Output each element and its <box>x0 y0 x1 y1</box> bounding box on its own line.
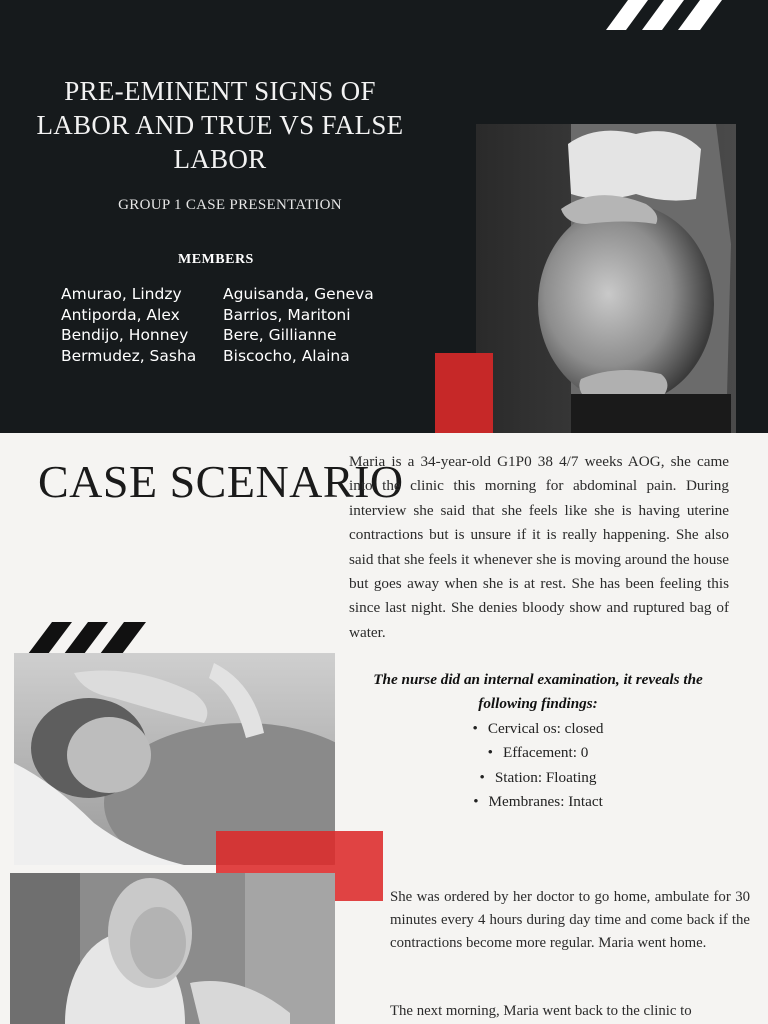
presentation-title: PRE-EMINENT SIGNS OF LABOR AND TRUE VS FALSE LABOR <box>36 76 404 174</box>
members-row <box>61 325 374 346</box>
member-name: Antiporda, Alex <box>61 305 180 324</box>
title-slide <box>0 0 768 433</box>
members-row <box>61 305 374 326</box>
members-row <box>61 284 374 305</box>
members-row <box>61 346 374 367</box>
stripes-decoration <box>606 0 736 30</box>
finding-item: • Station: Floating <box>346 766 730 790</box>
next-morning-paragraph: The next morning, Maria went back to the clinic to <box>390 1003 692 1019</box>
members-list <box>61 284 374 366</box>
finding-item: • Membranes: Intact <box>346 790 730 814</box>
stripes-decoration <box>28 622 148 654</box>
finding-item: • Cervical os: closed <box>346 717 730 741</box>
findings-list <box>346 717 730 815</box>
mother-in-labor-photo <box>10 873 335 1024</box>
finding-item: • Effacement: 0 <box>346 741 730 765</box>
case-paragraph: Maria is a 34-year-old G1P0 38 4/7 weeks AOG, she came into the clinic this morning for abdominal pain. During interview she said that she feels like she is having uterine contractions but is unsure if it is really happening. She also said that she feels it whenever she is moving around the house but goes away when she is at rest. She has been feeling this since last night. She denies bloody show and ruptured bag of water. <box>349 453 729 641</box>
followup-paragraph: She was ordered by her doctor to go home, ambulate for 30 minutes every 4 hours during day time and come back if the contractions become more regular. Maria went home. <box>390 889 750 951</box>
member-name: Barrios, Maritoni <box>223 305 351 324</box>
red-accent-block <box>435 353 493 433</box>
member-name: Biscocho, Alaina <box>223 346 350 365</box>
members-heading: MEMBERS <box>178 252 254 267</box>
member-name: Bendijo, Honney <box>61 326 189 344</box>
member-name: Amurao, Lindzy <box>61 285 182 303</box>
findings-heading: The nurse did an internal examination, it reveals the following findings: <box>373 671 703 713</box>
presentation-subtitle: GROUP 1 CASE PRESENTATION <box>118 197 342 213</box>
member-name: Bere, Gillianne <box>223 326 337 344</box>
member-name: Bermudez, Sasha <box>61 346 197 365</box>
case-scenario-heading-text: CASE SCENARIO <box>38 456 404 507</box>
member-name: Aguisanda, Geneva <box>223 285 374 303</box>
pregnant-woman-photo <box>476 124 736 433</box>
